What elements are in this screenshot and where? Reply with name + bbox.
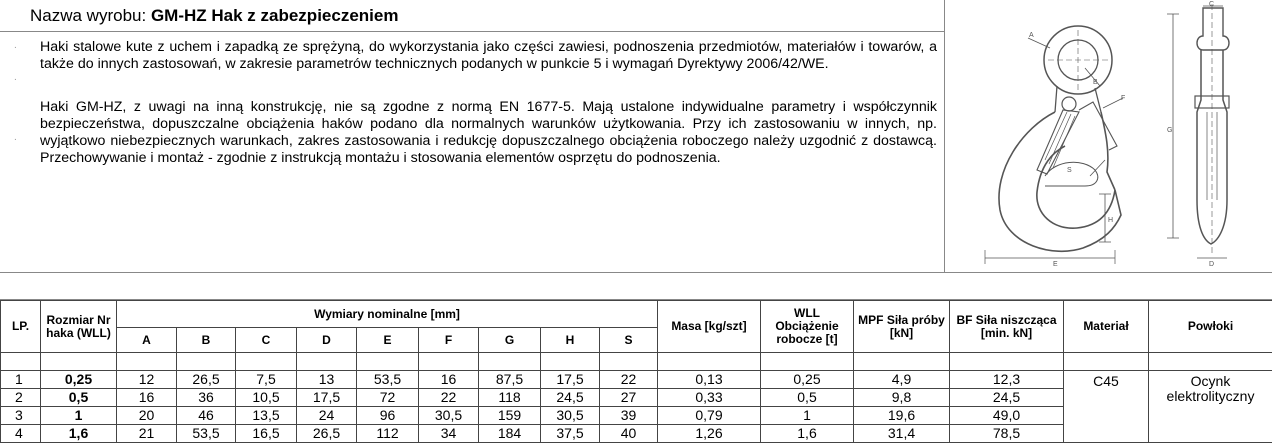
cell-dim-f: 34 <box>419 425 479 443</box>
specification-table <box>0 300 1272 443</box>
page-title <box>30 6 398 26</box>
header-size: Rozmiar Nr haka (WLL) <box>41 301 117 353</box>
margin-mark: . <box>14 40 17 51</box>
side-view-eye <box>1197 8 1229 50</box>
label-f: F <box>1121 95 1126 102</box>
label-h: H <box>1108 217 1114 224</box>
cell-dim-s: 39 <box>600 407 658 425</box>
cell-dim-g: 118 <box>479 389 541 407</box>
cell-dim-a: 16 <box>117 389 177 407</box>
cell-dim-s: 40 <box>600 425 658 443</box>
label-e: E <box>1053 261 1058 268</box>
cell-dim-c: 7,5 <box>236 371 297 389</box>
description-paragraph-1: Haki stalowe kute z uchem i zapadką ze sprężyną, do wykorzystania jako części zawiesi, podnoszenia przedmiotów, materiałów i towarów, a także do innych zastosowań, w zakresie parametrów technicznych podanych w punkcie 5 i wymagań Dyrektywy 2006/42/WE. <box>40 39 937 72</box>
label-g: G <box>1167 127 1173 134</box>
cell-coating: Ocynk elektrolityczny <box>1149 371 1272 443</box>
product-name: GM-HZ Hak z zabezpieczeniem <box>150 6 399 25</box>
header-lp: LP. <box>1 301 41 353</box>
cell-dim-f: 30,5 <box>419 407 479 425</box>
cell-dim-h: 37,5 <box>541 425 600 443</box>
header-dim-s: S <box>600 328 658 353</box>
header-coating: Powłoki <box>1149 301 1272 353</box>
cell-dim-a: 21 <box>117 425 177 443</box>
description-box <box>0 32 945 272</box>
cell-bf: 78,5 <box>950 425 1064 443</box>
cell-dim-e: 112 <box>357 425 419 443</box>
cell-dim-b: 26,5 <box>177 371 236 389</box>
header-dim-f: F <box>419 328 479 353</box>
cell-dim-h: 30,5 <box>541 407 600 425</box>
cell-dim-c: 13,5 <box>236 407 297 425</box>
title-box <box>0 0 945 32</box>
cell-wll: 1,6 <box>761 425 854 443</box>
hook-technical-drawing <box>945 0 1272 272</box>
header-dim-g: G <box>479 328 541 353</box>
cell-dim-e: 72 <box>357 389 419 407</box>
cell-dim-s: 27 <box>600 389 658 407</box>
cell-size: 0,5 <box>41 389 117 407</box>
cell-dim-h: 17,5 <box>541 371 600 389</box>
cell-lp: 1 <box>1 371 41 389</box>
cell-size: 0,25 <box>41 371 117 389</box>
cell-dim-g: 184 <box>479 425 541 443</box>
label-s: S <box>1067 167 1072 174</box>
header-dimensions: Wymiary nominalne [mm] <box>117 301 658 328</box>
table-spacer-row <box>1 353 1272 371</box>
cell-mpf: 31,4 <box>854 425 950 443</box>
cell-wll: 1 <box>761 407 854 425</box>
cell-mass: 1,26 <box>658 425 761 443</box>
header-dim-b: B <box>177 328 236 353</box>
cell-dim-c: 16,5 <box>236 425 297 443</box>
table-row <box>1 371 1272 389</box>
cell-dim-f: 22 <box>419 389 479 407</box>
cell-bf: 24,5 <box>950 389 1064 407</box>
hook-drawing <box>945 0 1272 272</box>
cell-mass: 0,79 <box>658 407 761 425</box>
label-b: B <box>1093 79 1098 86</box>
cell-dim-c: 10,5 <box>236 389 297 407</box>
cell-wll: 0,5 <box>761 389 854 407</box>
cell-dim-g: 87,5 <box>479 371 541 389</box>
cell-size: 1 <box>41 407 117 425</box>
cell-material: C45 <box>1064 371 1149 443</box>
cell-mass: 0,13 <box>658 371 761 389</box>
header-dim-c: C <box>236 328 297 353</box>
cell-bf: 49,0 <box>950 407 1064 425</box>
cell-mpf: 19,6 <box>854 407 950 425</box>
table-header-row <box>1 301 1272 328</box>
cell-mpf: 9,8 <box>854 389 950 407</box>
cell-dim-b: 53,5 <box>177 425 236 443</box>
cell-dim-g: 159 <box>479 407 541 425</box>
label-c: C <box>1209 1 1215 8</box>
latch-pin <box>1062 97 1076 111</box>
description-paragraph-2: Haki GM-HZ, z uwagi na inną konstrukcję, nie są zgodne z normą EN 1677-5. Mają ustalone indywidualne parametry i współczynnik bezpieczeństwa, dopuszczalne obciążenia haków podano dla normalnych warunków użytkowania. Przy ich zastosowaniu w innych, np. wyjątkowo niebezpiecznych warunkach, zakres zastosowania i redukcję dopuszczalnego obciążenia roboczego należy uzgodnić z dostawcą. Przechowywanie i montaż - zgodnie z instrukcją montażu i stosowania elementów osprzętu do podnoszenia. <box>40 99 937 166</box>
label-d: D <box>1209 261 1215 268</box>
header-wll: WLL Obciążenie robocze [t] <box>761 301 854 353</box>
cell-size: 1,6 <box>41 425 117 443</box>
cell-lp: 2 <box>1 389 41 407</box>
hook-body <box>999 112 1121 251</box>
cell-dim-f: 16 <box>419 371 479 389</box>
cell-dim-s: 22 <box>600 371 658 389</box>
cell-dim-d: 26,5 <box>297 425 357 443</box>
header-bf: BF Siła niszcząca [min. kN] <box>950 301 1064 353</box>
cell-bf: 12,3 <box>950 371 1064 389</box>
cell-dim-a: 20 <box>117 407 177 425</box>
cell-dim-d: 17,5 <box>297 389 357 407</box>
margin-mark: . <box>14 72 17 83</box>
cell-dim-d: 13 <box>297 371 357 389</box>
cell-dim-d: 24 <box>297 407 357 425</box>
cell-wll: 0,25 <box>761 371 854 389</box>
title-prefix: Nazwa wyrobu: <box>30 6 147 25</box>
cell-dim-b: 46 <box>177 407 236 425</box>
cell-lp: 4 <box>1 425 41 443</box>
cell-dim-b: 36 <box>177 389 236 407</box>
cell-dim-h: 24,5 <box>541 389 600 407</box>
section-divider <box>0 272 1272 273</box>
label-a: A <box>1029 32 1034 39</box>
header-material: Materiał <box>1064 301 1149 353</box>
cell-dim-e: 96 <box>357 407 419 425</box>
cell-dim-a: 12 <box>117 371 177 389</box>
header-mpf: MPF Siła próby [kN] <box>854 301 950 353</box>
cell-lp: 3 <box>1 407 41 425</box>
cell-mass: 0,33 <box>658 389 761 407</box>
header-dim-e: E <box>357 328 419 353</box>
margin-mark: . <box>14 132 17 143</box>
cell-mpf: 4,9 <box>854 371 950 389</box>
header-mass: Masa [kg/szt] <box>658 301 761 353</box>
cell-dim-e: 53,5 <box>357 371 419 389</box>
header-dim-d: D <box>297 328 357 353</box>
header-dim-a: A <box>117 328 177 353</box>
header-dim-h: H <box>541 328 600 353</box>
